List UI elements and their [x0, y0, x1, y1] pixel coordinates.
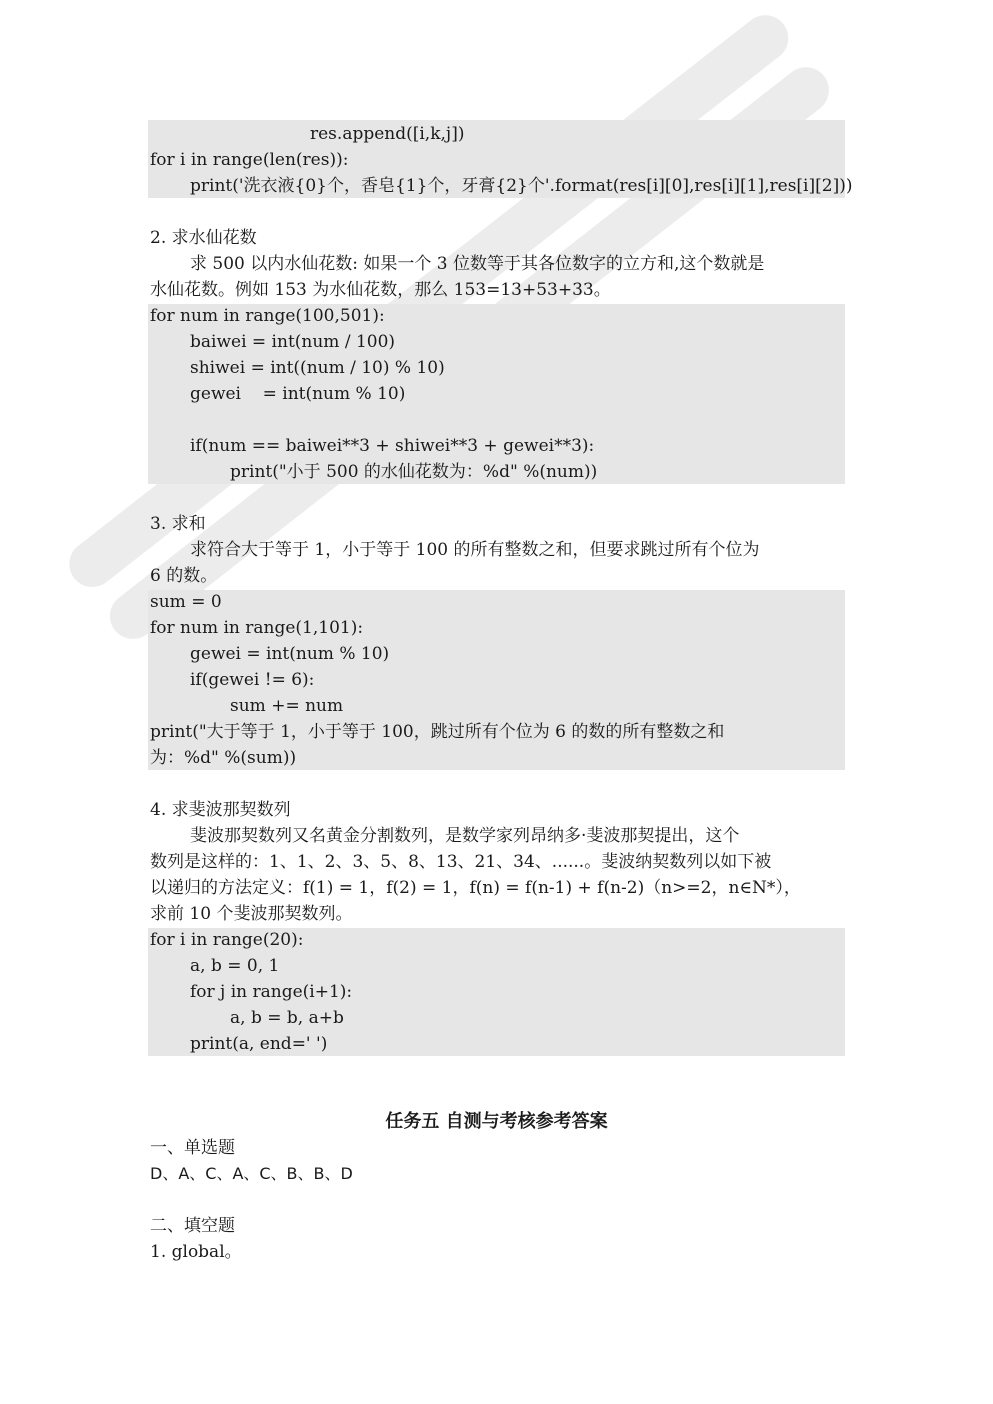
section-heading-fibonacci: 4. 求斐波那契数列 [150, 800, 291, 820]
task5-title: 任务五 自测与考核参考答案 [385, 1111, 608, 1132]
paragraph-line: 6 的数。 [150, 566, 218, 586]
section-heading-sum: 3. 求和 [150, 514, 206, 534]
code-line: print("大于等于 1，小于等于 100，跳过所有个位为 6 的数的所有整数之和 [150, 722, 725, 742]
paragraph-line: 求符合大于等于 1，小于等于 100 的所有整数之和，但要求跳过所有个位为 [190, 540, 760, 560]
code-line: res.append([i,k,j]) [310, 124, 465, 144]
code-line: for i in range(20): [150, 930, 304, 950]
single-choice-answers: D、A、C、A、C、B、B、D [150, 1164, 353, 1183]
code-line: if(num == baiwei**3 + shiwei**3 + gewei**3): [190, 436, 595, 456]
fill-blank-answer-1: 1. global。 [150, 1242, 242, 1262]
code-line: gewei = int(num % 10) [190, 644, 390, 664]
section-heading-narcissistic: 2. 求水仙花数 [150, 228, 257, 248]
code-line: a, b = 0, 1 [190, 956, 280, 976]
code-line: if(gewei != 6): [190, 670, 315, 690]
paragraph-line: 斐波那契数列又名黄金分割数列，是数学家列昂纳多·斐波那契提出，这个 [190, 826, 740, 846]
code-line: for num in range(1,101): [150, 618, 364, 638]
single-choice-heading: 一、单选题 [150, 1138, 235, 1158]
fill-blank-heading: 二、填空题 [150, 1216, 235, 1236]
code-line: 为：%d" %(sum)) [150, 748, 297, 768]
paragraph-line: 求 500 以内水仙花数: 如果一个 3 位数等于其各位数字的立方和,这个数就是 [190, 254, 765, 274]
paragraph-line: 数列是这样的：1、1、2、3、5、8、13、21、34、......。斐波纳契数列以如下被 [150, 852, 772, 872]
code-line: shiwei = int((num / 10) % 10) [190, 358, 445, 378]
code-line: gewei = int(num % 10) [190, 384, 406, 404]
code-line: for num in range(100,501): [150, 306, 385, 326]
code-line: print(a, end=' ') [190, 1034, 328, 1054]
code-line: baiwei = int(num / 100) [190, 332, 396, 352]
code-line: sum += num [230, 696, 344, 716]
code-line: sum = 0 [150, 592, 222, 612]
code-line: a, b = b, a+b [230, 1008, 344, 1028]
code-line: print('洗衣液{0}个，香皂{1}个，牙膏{2}个'.format(res[i][0],res[i][1],res[i][2])) [190, 176, 853, 196]
code-line: for j in range(i+1): [190, 982, 353, 1002]
paragraph-line: 求前 10 个斐波那契数列。 [150, 904, 353, 924]
paragraph-line: 以递归的方法定义：f(1) = 1，f(2) = 1，f(n) = f(n-1) + f(n-2)（n>=2，n∈N*）， [150, 878, 801, 898]
paragraph-line: 水仙花数。例如 153 为水仙花数，那么 153=13+53+33。 [150, 280, 611, 300]
code-line: print("小于 500 的水仙花数为：%d" %(num)) [230, 462, 598, 482]
code-line: for i in range(len(res)): [150, 150, 349, 170]
